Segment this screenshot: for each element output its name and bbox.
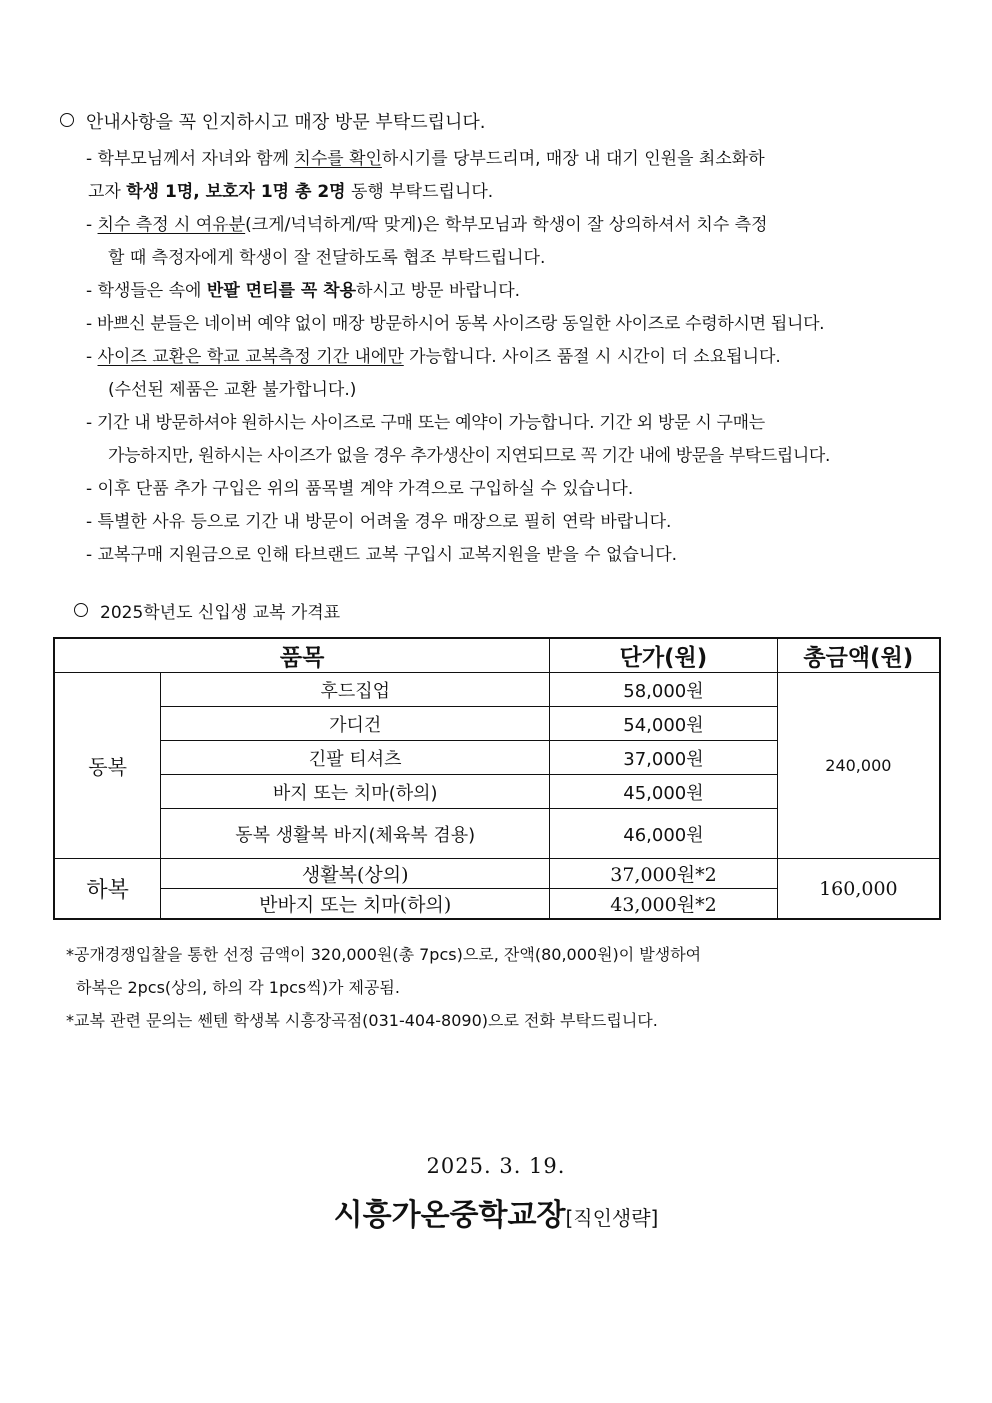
item-price: 43,000원*2 [550,889,778,920]
item-name: 생활복(상의) [161,859,550,889]
item-price: 37,000원*2 [550,859,778,889]
footnote-2: *교복 관련 문의는 쎈텐 학생복 시흥장곡점(031-404-8090)으로 전화 부탁드립니다. [66,1011,658,1030]
notice-list [86,143,946,572]
notice-item-7: - 이후 단품 추가 구입은 위의 품목별 계약 가격으로 구입하실 수 있습니다. [86,479,634,499]
category-winter: 동복 [54,673,161,859]
item-name: 반바지 또는 치마(하의) [161,889,550,920]
circle-bullet-icon [60,113,74,127]
item-price: 54,000원 [550,707,778,741]
footnote-1-cont: 하복은 2pcs(상의, 하의 각 1pcs씩)가 제공됨. [76,978,400,997]
total-summer: 160,000 [777,859,940,920]
item-name: 동복 생활복 바지(체육복 겸용) [161,809,550,859]
notice-item-6: - 기간 내 방문하셔야 원하시는 사이즈로 구매 또는 예약이 가능합니다. 기간 외 방문 시 구매는 [86,413,765,433]
table-header-row [54,638,940,673]
notice-item-2: - 치수 측정 시 여유분(크게/넉넉하게/딱 맞게)은 학부모님과 학생이 잘 상의하셔서 치수 측정 [86,215,768,235]
circle-bullet-icon [74,603,88,617]
item-name: 바지 또는 치마(하의) [161,775,550,809]
notice-item-1: - 학부모님께서 자녀와 함께 치수를 확인하시기를 당부드리며, 매장 내 대기 인원을 최소화하 [86,149,765,169]
item-price: 45,000원 [550,775,778,809]
notice-item-6-cont: 가능하지만, 원하시는 사이즈가 없을 경우 추가생산이 지연되므로 꼭 기간 내에 방문을 부탁드립니다. [108,446,830,466]
header-total: 총금액(원) [777,638,940,673]
notice-item-4: - 바쁘신 분들은 네이버 예약 없이 매장 방문하시어 동복 사이즈랑 동일한 사이즈로 수령하시면 됩니다. [86,314,825,334]
footnote-1: *공개경쟁입찰을 통한 선정 금액이 320,000원(총 7pcs)으로, 잔액(80,000원)이 발생하여 [66,945,702,964]
item-name: 가디건 [161,707,550,741]
seal-note: [직인생략] [565,1206,659,1230]
header-item: 품목 [54,638,550,673]
notice-item-9: - 교복구매 지원금으로 인해 타브랜드 교복 구입시 교복지원을 받을 수 없습니다. [86,545,678,565]
item-price: 46,000원 [550,809,778,859]
item-price: 58,000원 [550,673,778,707]
header-unit-price: 단가(원) [550,638,778,673]
notice-heading: 안내사항을 꼭 인지하시고 매장 방문 부탁드립니다. [60,108,485,134]
item-name: 후드집업 [161,673,550,707]
category-summer: 하복 [54,859,161,920]
price-table [53,637,941,920]
notice-item-3: - 학생들은 속에 반팔 면티를 꼭 착용하시고 방문 바랍니다. [86,281,521,301]
price-heading: 2025학년도 신입생 교복 가격표 [74,598,340,623]
signer [0,1190,992,1234]
table-row [54,859,940,889]
signer-name: 시흥가온중학교장 [333,1198,566,1233]
item-name: 긴팔 티셔츠 [161,741,550,775]
table-row [54,673,940,707]
footnotes [66,938,701,1037]
total-winter: 240,000 [777,673,940,859]
document-date: 2025. 3. 19. [426,1154,566,1178]
notice-item-2-cont: 할 때 측정자에게 학생이 잘 전달하도록 협조 부탁드립니다. [108,248,546,268]
item-price: 37,000원 [550,741,778,775]
notice-item-1-cont: 고자 학생 1명, 보호자 1명 총 2명 동행 부탁드립니다. [88,182,494,202]
notice-item-5: - 사이즈 교환은 학교 교복측정 기간 내에만 가능합니다. 사이즈 품절 시 시간이 더 소요됩니다. [86,347,781,367]
notice-item-5-cont: (수선된 제품은 교환 불가합니다.) [108,380,357,400]
notice-item-8: - 특별한 사유 등으로 기간 내 방문이 어려울 경우 매장으로 필히 연락 바랍니다. [86,512,672,532]
